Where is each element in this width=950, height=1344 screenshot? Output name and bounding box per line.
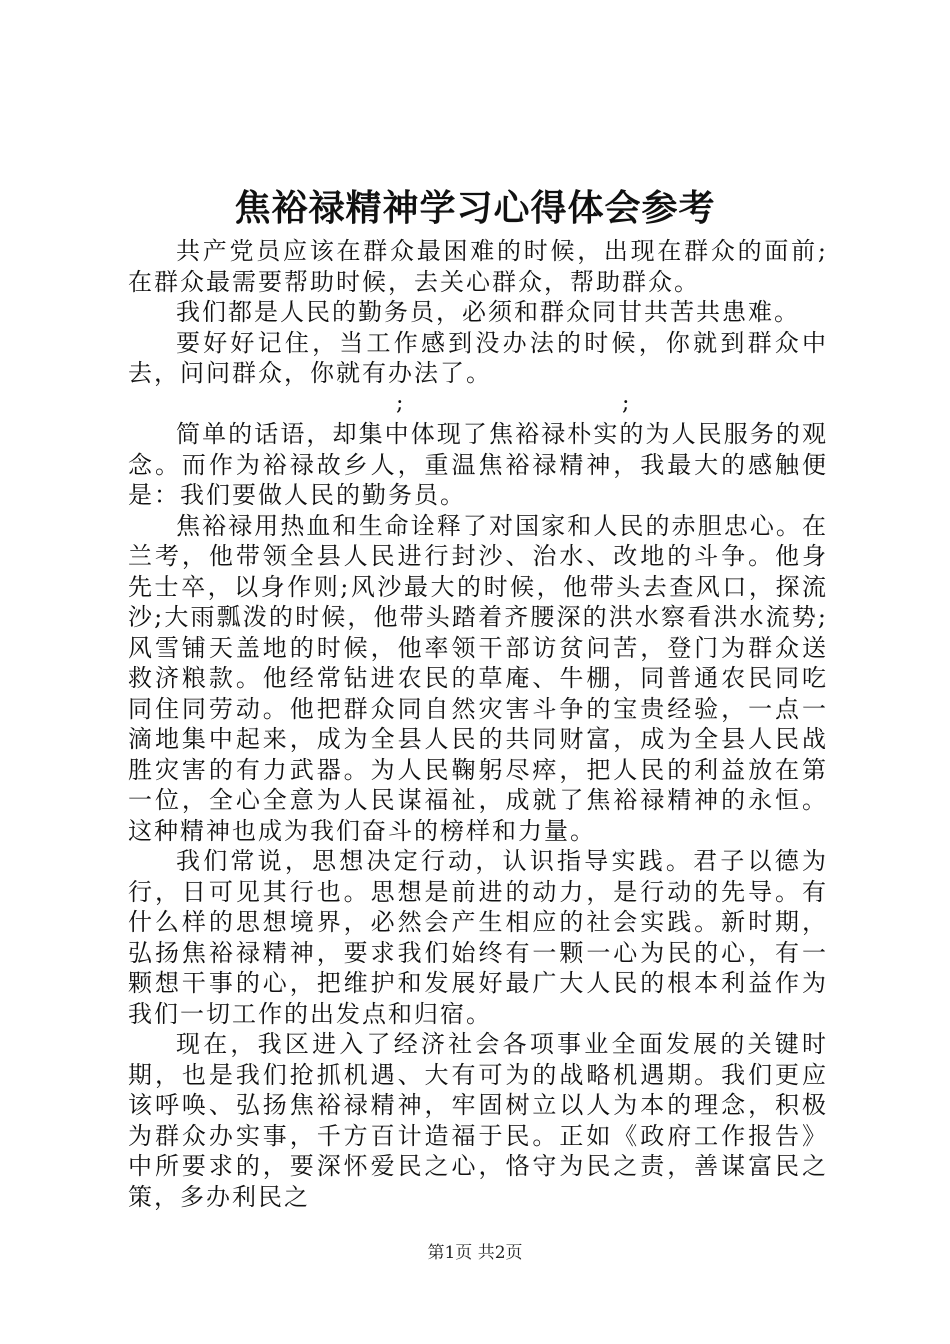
paragraph-5: 焦裕禄用热血和生命诠释了对国家和人民的赤胆忠心。在兰考，他带领全县人民进行封沙、治水、改地的斗争。他身先士卒，以身作则;风沙最大的时候，他带头去查风口，探流沙;大雨瓢泼的时候，他带头踏着齐腰深的洪水察看洪水流势;风雪铺天盖地的时候，他率领干部访贫问苦，登门为群众送救济粮款。他经常钻进农民的草庵、牛棚，同普通农民同吃同住同劳动。他把群众同自然灾害斗争的宝贵经验，一点一滴地集中起来，成为全县人民的共同财富，成为全县人民战胜灾害的有力武器。为人民鞠躬尽瘁，把人民的利益放在第一位，全心全意为人民谋福祉，成就了焦裕禄精神的永恒。这种精神也成为我们奋斗的榜样和力量。 (128, 511, 828, 845)
paragraph-6: 我们常说，思想决定行动，认识指导实践。君子以德为行，日可见其行也。思想是前进的动力，是行动的先导。有什么样的思想境界，必然会产生相应的社会实践。新时期，弘扬焦裕禄精神，要求我们始终有一颗一心为民的心，有一颗想干事的心，把维护和发展好最广大人民的根本利益作为我们一切工作的出发点和归宿。 (128, 847, 828, 1028)
page-number-footer: 第1页 共2页 (427, 1243, 523, 1263)
paragraph-4: 简单的话语，却集中体现了焦裕禄朴实的为人民服务的观念。而作为裕禄故乡人，重温焦裕禄精神，我最大的感触便是：我们要做人民的勤务员。 (128, 420, 828, 509)
paragraph-2: 我们都是人民的勤务员，必须和群众同甘共苦共患难。 (176, 298, 800, 326)
paragraph-7: 现在，我区进入了经济社会各项事业全面发展的关键时期，也是我们抢抓机遇、大有可为的战略机遇期。我们更应该呼唤、弘扬焦裕禄精神，牢固树立以人为本的理念，积极为群众办实事，千方百计造福于民。正如《政府工作报告》中所要求的，要深怀爱民之心，恪守为民之责，善谋富民之策，多办利民之 (128, 1030, 828, 1211)
document-title: 焦裕禄精神学习心得体会参考 (234, 187, 716, 229)
separator-mark: ; (396, 390, 404, 416)
separator-line (128, 389, 828, 420)
paragraph-1: 共产党员应该在群众最困难的时候，出现在群众的面前;在群众最需要帮助时候，去关心群众，帮助群众。 (128, 237, 828, 296)
separator-mark: ; (622, 390, 630, 416)
document-body (128, 236, 828, 1212)
paragraph-3: 要好好记住，当工作感到没办法的时候，你就到群众中去，问问群众，你就有办法了。 (128, 328, 828, 387)
